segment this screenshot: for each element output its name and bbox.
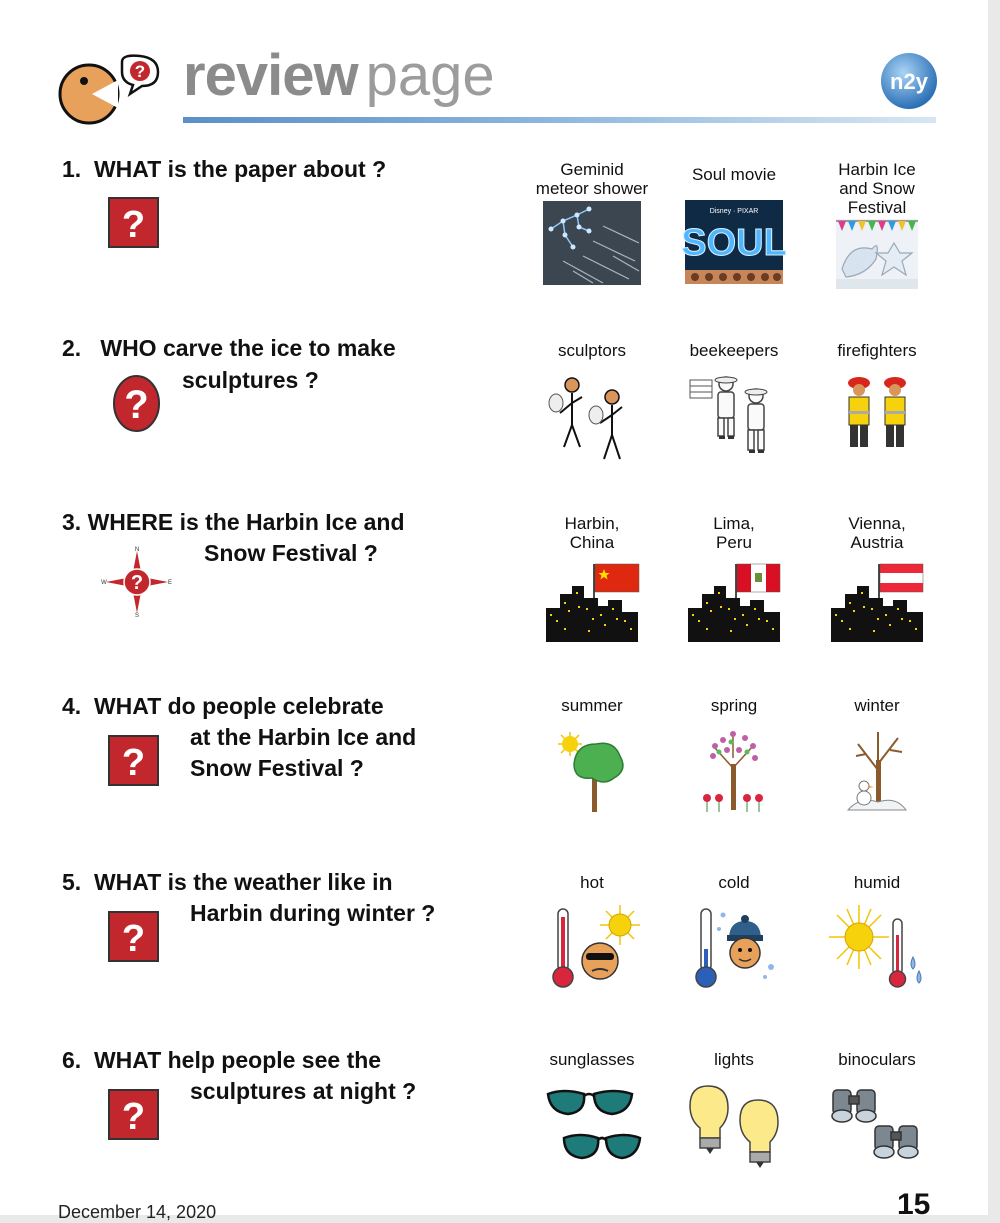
winter-tree-icon [844,730,910,814]
city-china-flag-icon [544,558,640,642]
svg-text:?: ? [121,742,146,784]
question-text: at the Harbin Ice and [190,724,417,750]
soul-movie-poster-icon [681,200,787,284]
question-text: Harbin during winter ? [190,900,436,926]
svg-text:?: ? [121,918,146,960]
question-number: 6. [62,1047,82,1073]
question-text: WHERE is the Harbin Ice and [87,509,405,535]
choice-hot[interactable] [521,873,663,991]
choice-label: winter [854,696,900,715]
compass-west-label: W [101,580,107,586]
choice-label: sculptors [557,341,627,360]
question-mark-icon [108,197,159,248]
beekeepers-icon [686,374,782,460]
title-rule [183,117,936,123]
choice-soul-movie[interactable] [663,165,805,284]
question-4-line-3 [190,753,364,784]
question-1 [62,154,386,185]
svg-text:?: ? [121,204,146,246]
question-text: WHAT is the paper about ? [93,156,387,182]
question-3-line-2 [204,538,378,569]
question-mark-circle-icon [112,374,161,433]
question-mark-icon [108,1089,159,1140]
svg-text:?: ? [121,1096,146,1138]
choice-label: Peru [716,533,752,552]
choice-label: firefighters [837,341,917,360]
question-text: sculptures at night ? [190,1078,417,1104]
question-number: 1. [62,156,82,182]
choice-label: Geminid [560,160,624,179]
svg-text:?: ? [134,62,146,81]
choice-label: Austria [850,533,904,552]
choice-cold[interactable] [663,873,805,991]
question-text: WHAT is the weather like in [93,869,393,895]
choice-label: Vienna, [848,514,906,533]
choice-humid[interactable] [806,873,948,991]
question-mark-icon [108,911,159,962]
choice-label: and Snow [839,179,915,198]
choice-label: beekeepers [689,341,779,360]
question-number: 5. [62,869,82,895]
n2y-logo-text: n2y [890,69,928,94]
choice-spring[interactable] [663,696,805,814]
city-austria-flag-icon [829,558,925,642]
light-bulbs-icon [686,1082,782,1168]
choice-sculptors[interactable] [521,341,663,461]
poster-studio-text: Disney · PIXAR [709,208,759,215]
title-review: review [183,43,358,108]
choice-label: sunglasses [549,1050,635,1069]
choice-label: meteor shower [535,179,649,198]
compass-south-label: S [134,613,140,619]
choice-sunglasses[interactable] [521,1050,663,1168]
question-text: sculptures ? [182,367,319,393]
choice-label: humid [853,873,901,892]
question-5-line-2 [190,898,435,929]
compass-question-icon [102,547,172,617]
question-text: WHAT do people celebrate [93,693,384,719]
choice-harbin-china[interactable] [521,514,663,642]
choice-summer[interactable] [521,696,663,814]
humid-weather-icon [829,905,925,991]
n2y-logo-icon [880,52,938,110]
question-text: Snow Festival ? [190,755,364,781]
choice-harbin-festival[interactable] [806,160,948,289]
choice-label: China [569,533,615,552]
choice-label: cold [718,873,750,892]
question-number: 3. [62,509,82,535]
poster-title-text: SOUL [681,222,787,264]
choice-geminid-meteor-shower[interactable] [521,160,663,285]
svg-text:?: ? [130,572,144,594]
spring-tree-icon [701,728,767,814]
choice-label: binoculars [838,1050,916,1069]
summer-tree-icon [556,730,628,814]
question-number: 2. [62,335,82,361]
question-2-line-2 [182,365,319,396]
question-text: WHO carve the ice to make [100,335,396,361]
choice-label: spring [710,696,758,715]
choice-firefighters[interactable] [806,341,948,459]
page-title [183,36,495,116]
viewer-edge [988,0,1000,1215]
compass-east-label: E [167,580,173,586]
question-text: WHAT help people see the [93,1047,382,1073]
thinking-face-logo-icon [56,56,164,126]
question-3 [62,507,405,538]
choice-label: summer [561,696,623,715]
question-4 [62,691,384,722]
meteor-shower-icon [543,201,641,285]
choice-label: Lima, [713,514,755,533]
choice-winter[interactable] [806,696,948,814]
title-page: page [365,43,495,108]
question-5 [62,867,393,898]
question-4-line-2 [190,722,416,753]
sunglasses-icon [544,1082,640,1168]
choice-label: Harbin, [564,514,620,533]
question-6-line-2 [190,1076,416,1107]
compass-north-label: N [134,547,140,553]
sculptors-icon [546,375,638,461]
question-text: Snow Festival ? [204,540,378,566]
choice-vienna-austria[interactable] [806,514,948,642]
svg-text:?: ? [124,383,149,427]
choice-binoculars[interactable] [806,1050,948,1168]
question-mark-icon [108,735,159,786]
hot-weather-icon [544,905,640,991]
question-number: 4. [62,693,82,719]
choice-label: Festival [847,198,907,217]
choice-label: Soul movie [691,165,777,184]
page-number: 15 [897,1188,931,1221]
footer-date: December 14, 2020 [58,1202,217,1222]
binoculars-icon [829,1082,925,1168]
question-2 [62,333,396,364]
choice-label: lights [714,1050,754,1069]
choice-label: Harbin Ice [838,160,916,179]
choice-label: hot [580,873,604,892]
firefighters-icon [841,375,913,459]
ice-sculpture-icon [836,219,918,289]
choice-lights[interactable] [663,1050,805,1168]
question-6 [62,1045,381,1076]
city-peru-flag-icon [686,558,782,642]
choice-beekeepers[interactable] [663,341,805,460]
choice-lima-peru[interactable] [663,514,805,642]
cold-weather-icon [689,905,779,991]
